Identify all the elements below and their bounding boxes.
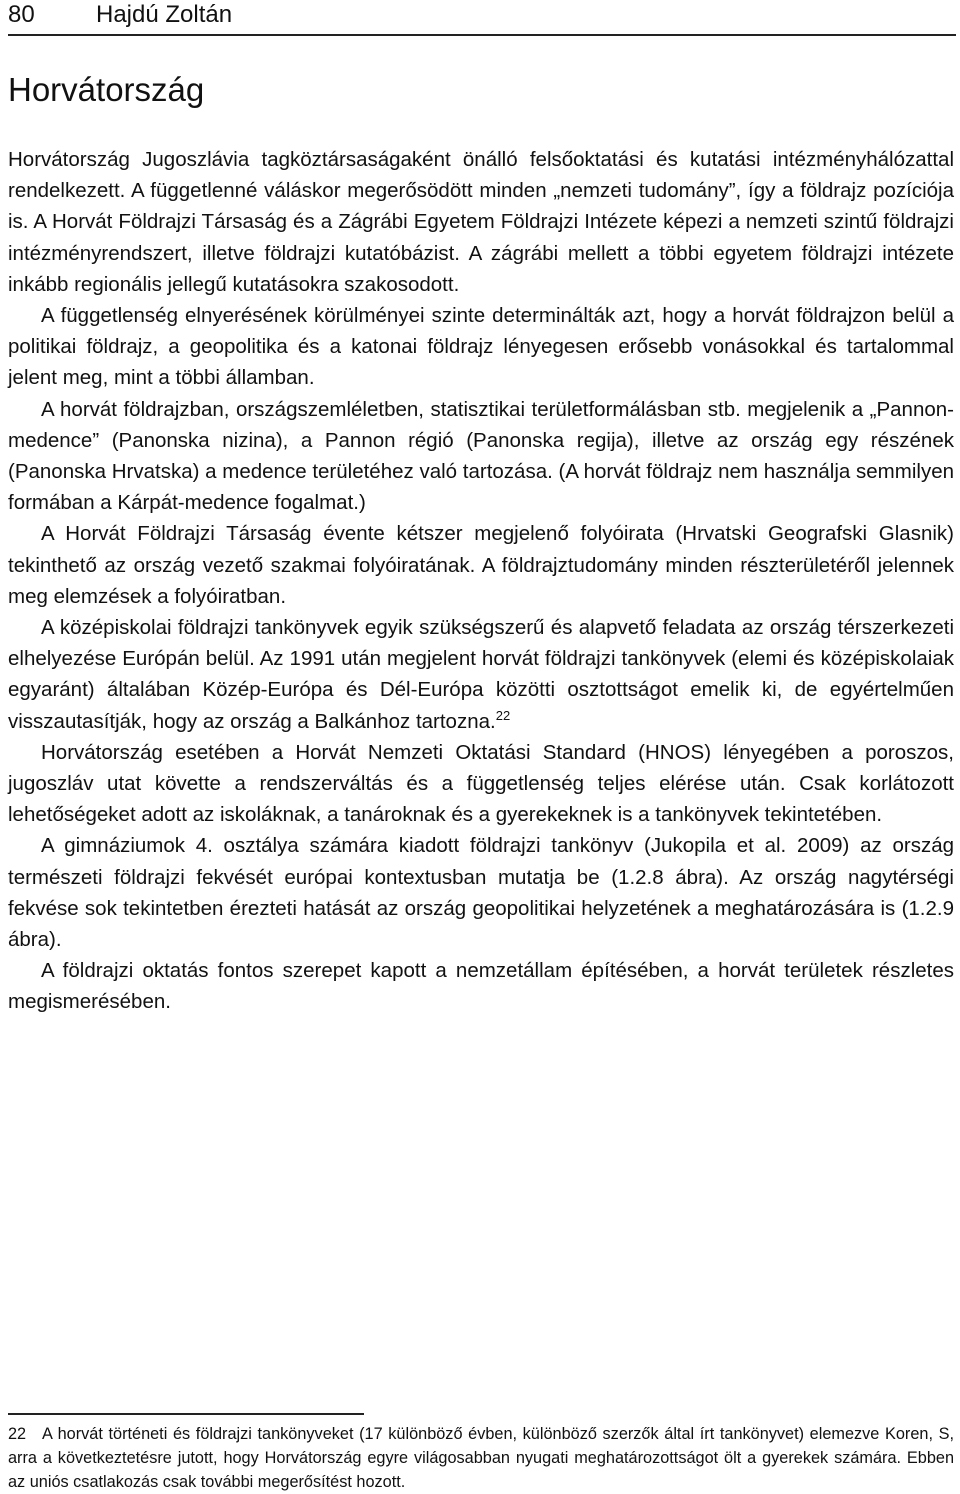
footnote [8, 1422, 954, 1494]
footnote-text: A horvát történeti és földrajzi tankönyveket (17 különböző évben, különböző szerzők által írt tankönyvet) elemezve Koren, S, arra a következtetésre jutott, hogy Horvátország egyre világosabban nyugati meghatározottságot ölt a gyerekek számára. Ebben az uniós csatlakozás csak további megerősítést hozott. [8, 1425, 954, 1491]
paragraph: Horvátország esetében a Horvát Nemzeti Oktatási Standard (HNOS) lényegében a poroszos, jugoszláv utat követte a rendszerváltás és a függetlenség teljes elérése után. Csak korlátozott lehetőségeket adott az iskoláknak, a tanároknak és a gyerekeknek is a tankönyvek tekintetében. [8, 740, 954, 827]
page-number: 80 [8, 1, 35, 28]
running-header [8, 0, 956, 36]
paragraph: A horvát földrajzban, országszemléletben, statisztikai területformálásban stb. megjelenik a „Pannon-medence” (Panonska nizina), a Pannon régió (Panonska regija), illetve az ország egy részének (Panonska Hrvatska) a medence területéhez való tartozása. (A horvát földrajz nem használja semmilyen formában a Kárpát-medence fogalmat.) [8, 397, 954, 515]
footnote-number: 22 [8, 1425, 27, 1443]
paragraph: A Horvát Földrajzi Társaság évente kétszer megjelenő folyóirata (Hrvatski Geografski Glasnik) tekinthető az ország vezető szakmai folyóiratának. A földrajztudomány minden részterületéről jelennek meg elemzések a folyóiratban. [8, 522, 954, 608]
paragraph: A függetlenség elnyerésének körülményei szinte determinálták azt, hogy a horvát földrajzon belül a politikai földrajz, a geopolitika és a katonai földrajz lényegesen erősebb vonásokkal és tartalommal jelent meg, mint a többi államban. [8, 304, 954, 390]
running-head-author: Hajdú Zoltán [96, 1, 233, 28]
paragraph-with-footnote [8, 612, 954, 737]
paragraph-text: A középiskolai földrajzi tankönyvek egyik szükségszerű és alapvető feladata az ország térszerkezeti elhelyezése Európán belül. Az 1991 után megjelent horvát földrajzi tankönyvek (elemi és középiskolaiak egyaránt) általában Közép-Európa és Dél-Európa közötti osztottságot emelik ki, de egyértelműen visszautasítják, hogy az ország a Balkánhoz tartozna. [8, 616, 954, 733]
footnote-divider [8, 1413, 364, 1415]
footnote-reference[interactable]: 22 [495, 707, 511, 723]
section-title: Horvátország [8, 71, 205, 108]
paragraph: Horvátország Jugoszlávia tagköztársaságaként önálló felsőoktatási és kutatási intézményhálózattal rendelkezett. A függetlenné váláskor megerősödött minden „nemzeti tudomány”, így a földrajz pozíciója is. A Horvát Földrajzi Társaság és a Zágrábi Egyetem Földrajzi Intézete képezi a nemzeti szintű földrajzi intézményrendszert, illetve földrajzi kutatóbázist. A zágrábi mellett a többi egyetem földrajzi intézete inkább regionális jellegű kutatásokra szakosodott. [8, 148, 954, 296]
body-text [8, 144, 954, 1018]
paragraph: A földrajzi oktatás fontos szerepet kapott a nemzetállam építésében, a horvát területek részletes megismerésében. [8, 959, 954, 1014]
paragraph: A gimnáziumok 4. osztálya számára kiadott földrajzi tankönyv (Jukopila et al. 2009) az ország természeti földrajzi fekvését európai kontextusban mutatja be (1.2.8 ábra). Az ország nagytérségi fekvése sok tekintetben érezteti hatását az ország geopolitikai helyzetének a meghatározására is (1.2.9 ábra). [8, 834, 954, 952]
